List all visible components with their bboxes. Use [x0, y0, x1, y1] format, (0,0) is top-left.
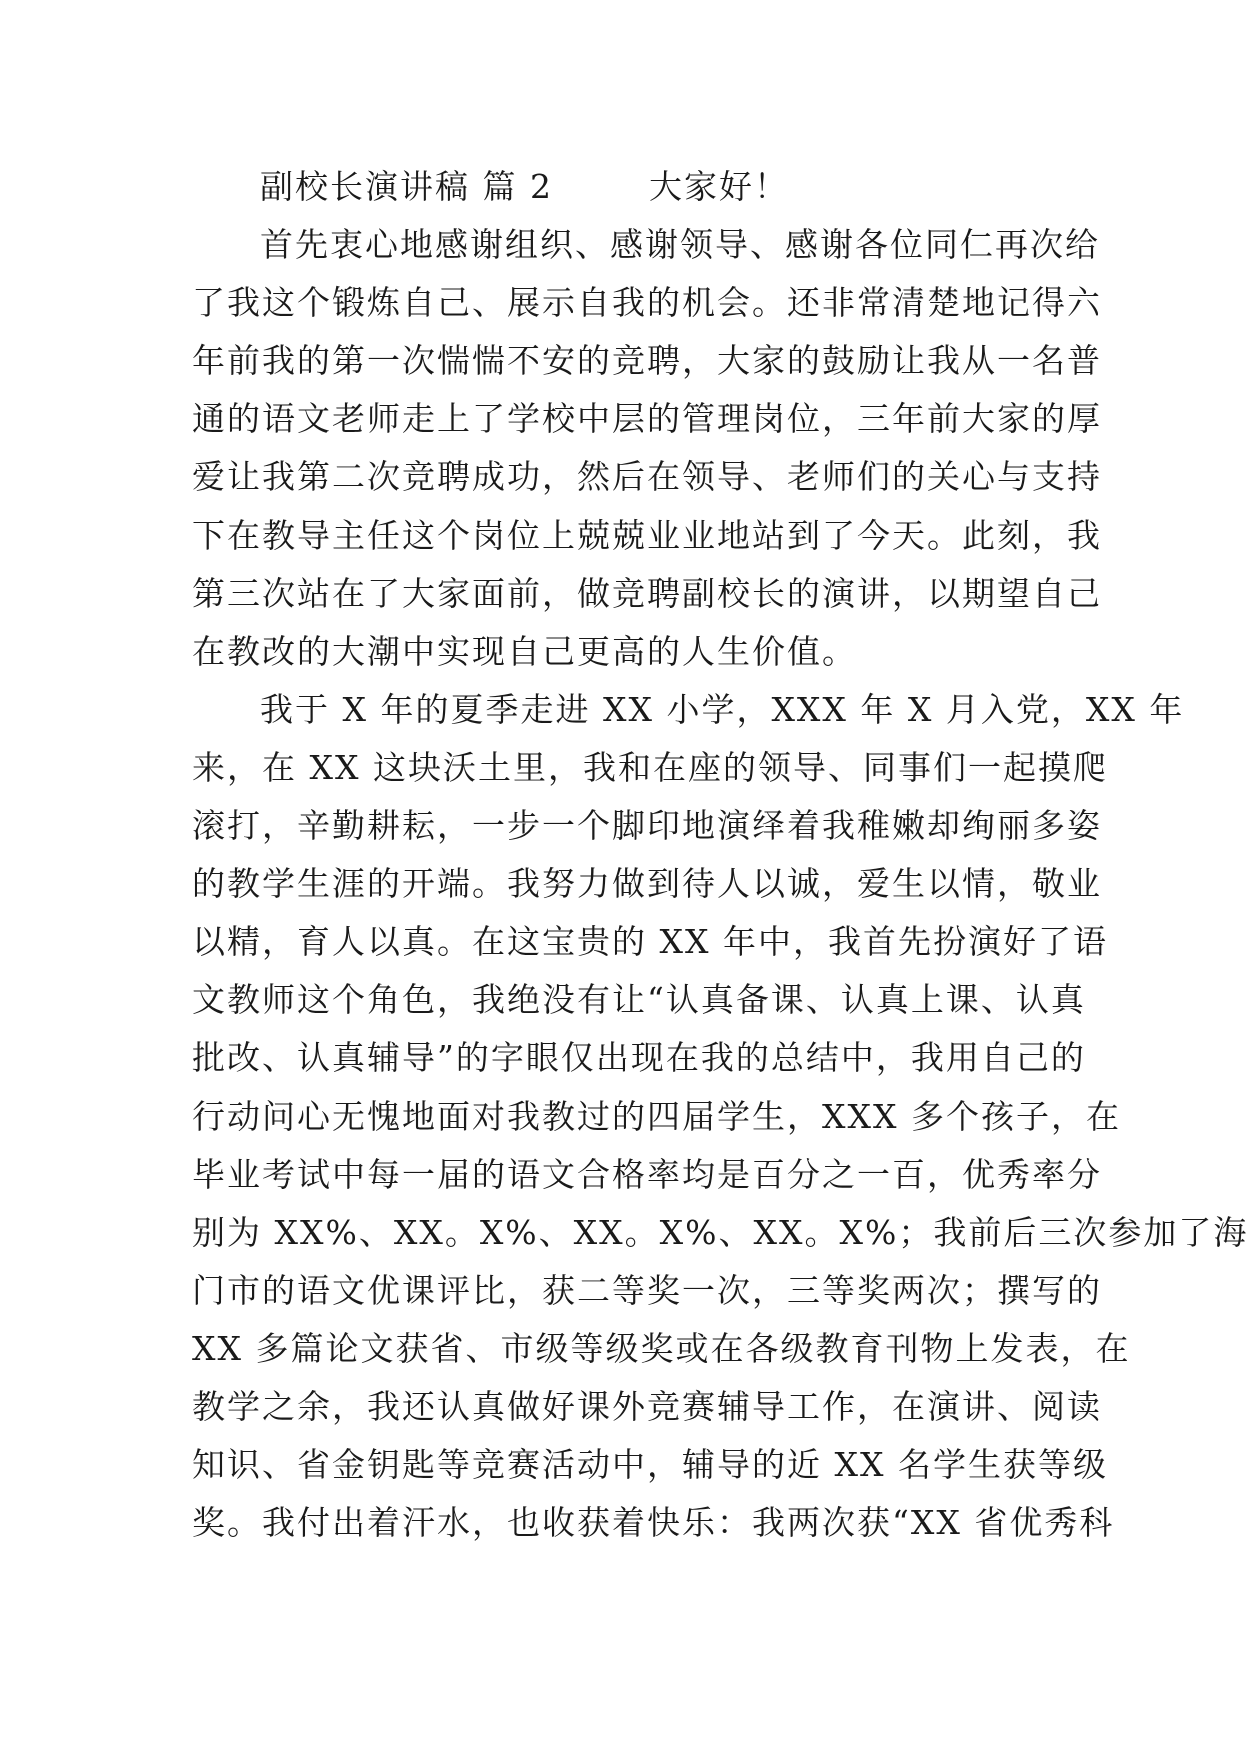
- text-line: 年前我的第一次惴惴不安的竞聘，大家的鼓励让我从一名普: [192, 341, 1102, 381]
- text-line: 知识、省金钥匙等竞赛活动中，辅导的近 XX 名学生获等级: [192, 1445, 1108, 1485]
- text-line: 爱让我第二次竞聘成功，然后在领导、老师们的关心与支持: [192, 457, 1102, 497]
- text-line: 我于 X 年的夏季走进 XX 小学，XXX 年 X 月入党，XX 年: [260, 689, 1185, 729]
- text-line: 门市的语文优课评比，获二等奖一次，三等奖两次；撰写的: [192, 1270, 1102, 1310]
- section-label: 篇 2: [482, 167, 553, 206]
- document-body: [192, 158, 1248, 1552]
- text-line: 了我这个锻炼自己、展示自我的机会。还非常清楚地记得六: [192, 283, 1102, 323]
- title-line: [192, 158, 1052, 216]
- text-line: 首先衷心地感谢组织、感谢领导、感谢各位同仁再次给: [260, 225, 1100, 265]
- text-line: 批改、认真辅导”的字眼仅出现在我的总结中，我用自己的: [192, 1038, 1086, 1078]
- text-line: 滚打，辛勤耕耘，一步一个脚印地演绎着我稚嫩却绚丽多姿: [192, 806, 1102, 846]
- text-line: 行动问心无愧地面对我教过的四届学生，XXX 多个孩子，在: [192, 1096, 1121, 1136]
- greeting: 大家好！: [649, 167, 789, 206]
- text-line: 通的语文老师走上了学校中层的管理岗位，三年前大家的厚: [192, 399, 1102, 439]
- text-line: 在教改的大潮中实现自己更高的人生价值。: [192, 631, 857, 671]
- text-line: 以精，育人以真。在这宝贵的 XX 年中，我首先扮演好了语: [192, 922, 1108, 962]
- text-line: 教学之余，我还认真做好课外竞赛辅导工作，在演讲、阅读: [192, 1386, 1102, 1426]
- text-line: 别为 XX%、XX。X%、XX。X%、XX。X%；我前后三次参加了海: [192, 1212, 1248, 1252]
- text-line: 奖。我付出着汗水，也收获着快乐：我两次获“XX 省优秀科: [192, 1503, 1115, 1543]
- text-line: 毕业考试中每一届的语文合格率均是百分之一百，优秀率分: [192, 1154, 1102, 1194]
- text-line: 文教师这个角色，我绝没有让“认真备课、认真上课、认真: [192, 980, 1086, 1020]
- document-title: 副校长演讲稿: [260, 167, 470, 206]
- text-line: 第三次站在了大家面前，做竞聘副校长的演讲，以期望自己: [192, 573, 1102, 613]
- text-line: XX 多篇论文获省、市级等级奖或在各级教育刊物上发表，在: [192, 1328, 1131, 1368]
- text-line: 下在教导主任这个岗位上兢兢业业地站到了今天。此刻，我: [192, 515, 1102, 555]
- text-line: 的教学生涯的开端。我努力做到待人以诚，爱生以情，敬业: [192, 864, 1102, 904]
- text-line: 来，在 XX 这块沃土里，我和在座的领导、同事们一起摸爬: [192, 747, 1108, 787]
